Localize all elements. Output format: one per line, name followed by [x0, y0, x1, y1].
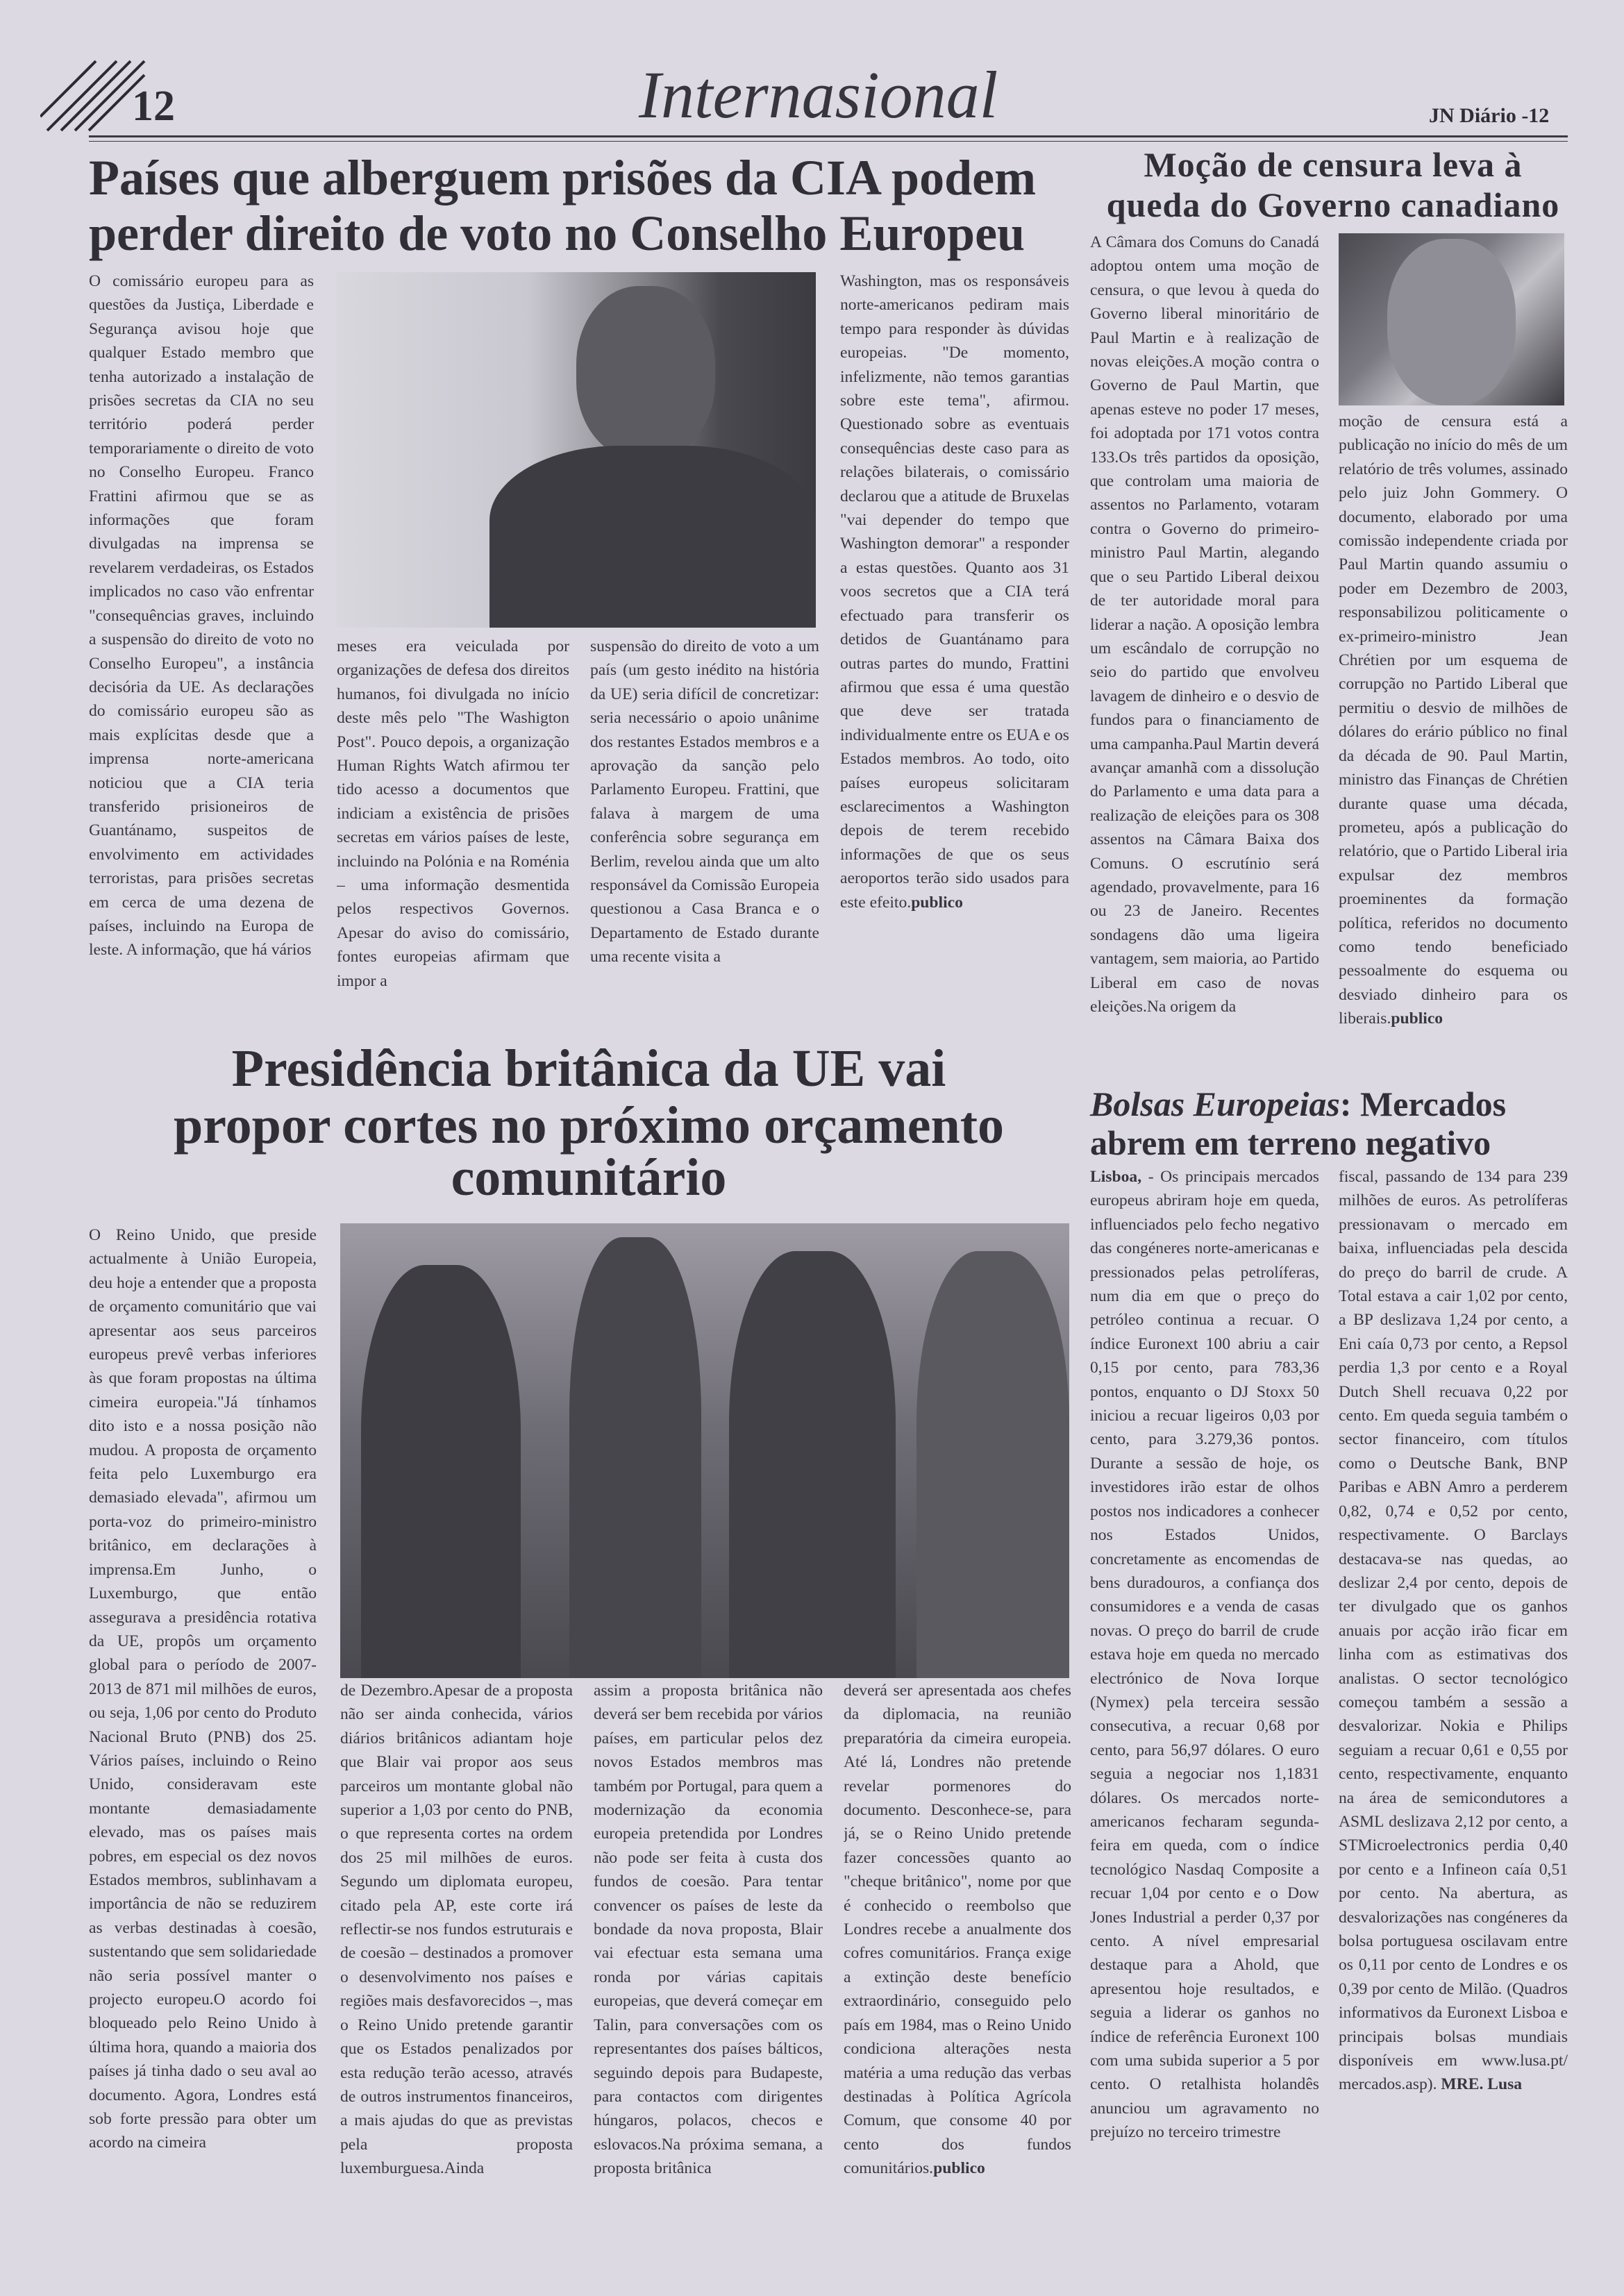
photo-figure: [916, 1251, 1069, 1678]
article-title-line: perder direito de voto no Conselho Europeu: [89, 206, 1026, 261]
article-body: moção de censura está a publicação no início do mês de um relatório de três volumes, assinado pelo juiz John Gommery. O documento, elaborado por uma comissão independente criada por Paul Martin quando assumiu o poder em Dezembro de 2003, responsabilizou politicamente o ex-primeiro-ministro Jean Chrétien por um esquema de corrupção no Partido Liberal que permitiu o desvio de milhões de dólares do erário público no final da década de 90. Paul Martin, ministro das Finanças de Chrétien durante quase uma década, prometeu, após a publicação do relatório, que o Partido Liberal iria expulsar dez membros proeminentes da formação política, referidos no documento como tendo beneficiado pessoalmente do esquema ou desviado dinheiro para os liberais.: [1339, 412, 1568, 1028]
article-body: assim a proposta britânica não deverá ser bem recebida por vários países, em particular pelos dez novos Estados membros mas também por Portugal, para quem a modernização da economia europeia pretendida por Londres não pode ser feita à custa dos fundos de coesão. Para tentar convencer os países de leste da bondade da nova proposta, Blair vai efectuar esta semana uma ronda por várias capitais europeias, que deverá começar em Talin, para conversações com os representantes dos países bálticos, seguindo depois para Budapeste, para contactos com dirigentes húngaros, polacos, checos e eslovacos.Na próxima semana, a proposta britânica: [594, 1682, 823, 2178]
article-title-line: propor cortes no próximo orçamento: [173, 1096, 1005, 1155]
article-title-rest: : Mercados: [1339, 1084, 1507, 1123]
article-column: [1090, 1165, 1319, 2222]
article-body: deverá ser apresentada aos chefes da diplomacia, na reunião preparatória da cimeira europeia. Até lá, Londres não pretende revelar pormenores do documento. Desconhece-se, para já, se o Reino Unido pretende fazer concessões quanto ao "cheque britânico", nome por que é conhecido o reembolso que Londres recebe a anualmente dos cofres comunitários. França exige a extinção deste benefício extraordinário, conseguido pelo país em 1984, mas o Reino Unido condiciona alterações nesta matéria a uma redução das verbas destinadas à Política Agrícola Comum, que consome 40 por cento dos fundos comunitários.: [844, 1682, 1071, 2178]
article-title-line: queda do Governo canadiano: [1106, 185, 1560, 224]
article-title: [1090, 144, 1576, 225]
article-body: Washington, mas os responsáveis norte-americanos pediram mais tempo para responder às dúvidas europeias. "De momento, infelizmente, não temos garantias sobre este tema", afirmou. Questionado sobre as eventuais consequências deste caso para as relações bilaterais, o comissário declarou que a atitude de Bruxelas "vai depender do tempo que Washington demorar" a responder a estas questões. Quanto aos 31 voos secretos que a CIA terá efectuado para transferir os detidos de Guantánamo para outras partes do mundo, Frattini afirmou que essa é uma questão que deve ser tratada individualmente entre os EUA e os Estados membros. Ao todo, oito países europeus solicitaram esclarecimentos a Washington depois de terem recebido informações de que os seus aeroportos terão sido usados para este efeito.: [840, 272, 1069, 912]
article-title-italic: Bolsas Europeias: [1090, 1084, 1340, 1123]
photo-figure-body: [489, 446, 816, 628]
photo-paul-martin: [1339, 233, 1564, 405]
paper-name: JN Diário -12: [1429, 104, 1550, 127]
article-body: suspensão do direito de voto a um país (um gesto inédito na história da UE) seria difícil de concretizar: seria necessário o apoio unânime dos restantes Estados membros e a aprovação da sanção pelo Parlamento Europeu. Frattini, que falava à margem de uma conferência sobre segurança em Berlim, revelou ainda que um alto responsável da Comissão Europeia questionou a Casa Branca e o Departamento de Estado durante uma recente visita a: [590, 637, 819, 966]
article-title-line: comunitário: [451, 1148, 727, 1207]
article-column: [1339, 410, 1568, 1084]
article-column: [594, 1679, 823, 2222]
photo-frattini: [337, 272, 816, 628]
article-column: [89, 269, 314, 1039]
article-body: - Os principais mercados europeus abriram hoje em queda, influenciados pelo fecho negativo das congéneres norte-americanas e pressionados pelas petrolíferas, num dia em que o preço do petróleo continua a recuar. O índice Euronext 100 abriu a cair 0,15 por cento, para 783,36 pontos, enquanto o DJ Stoxx 50 iniciou a recuar ligeiros 0,03 por cento, para 3.279,36 pontos. Durante a sessão de hoje, os investidores irão estar de olhos postos nos indicadores a conhecer nos Estados Unidos, concretamente as encomendas de bens duradouros, a confiança dos consumidores e a venda de casas novas. O preço do barril de crude estava hoje em queda no mercado electrónico de Nova Iorque (Nymex) pela terceira sessão consecutiva, a recuar 0,68 por cento, para 56,97 dólares. O euro seguia a negociar nos 1,1831 dólares. Os mercados norte-americanos fecharam segunda-feira em queda, com o índice tecnológico Nasdaq Composite a recuar 1,04 por cento e o Dow Jones Industrial a perder 0,37 por cento. A nível empresarial destaque para a Ahold, que apresentou hoje resultados, e seguia a liderar os ganhos no índice de referência Euronext 100 com uma subida superior a 5 por cento. O retalhista holandês anunciou um agravamento no prejuízo no terceiro trimestre: [1090, 1168, 1319, 2142]
article-column: [89, 1223, 317, 2222]
article-column: [840, 269, 1069, 1039]
article-column: [844, 1679, 1071, 2222]
section-title: Internasional: [639, 58, 998, 132]
photo-figure-head: [1387, 239, 1516, 405]
header-rule-thin: [89, 141, 1568, 142]
article-source: publico: [911, 893, 963, 912]
article-title: [89, 150, 1082, 261]
article-dateline: Lisboa,: [1090, 1168, 1142, 1186]
article-title-line: Moção de censura leva à: [1144, 145, 1523, 184]
article-body: de Dezembro.Apesar de a proposta não ser ainda conhecida, vários diários britânicos adiantam hoje que Blair vai propor aos seus parceiros um montante global não superior a 1,03 por cento do PNB, o que representa cortes na ordem dos 25 mil milhões de euros. Segundo um diplomata europeu, citado pela AP, este corte irá reflectir-se nos fundos estruturais e de coesão – destinados a promover o desenvolvimento nos países e regiões mais desfavorecidos –, mas o Reino Unido pretende garantir que os Estados penalizados por esta redução terão acesso, através de outros instrumentos financeiros, a mais ajudas do que as previstas pela proposta luxemburguesa.Ainda: [340, 1682, 573, 2178]
page-number: 12: [132, 83, 175, 130]
article-title: [89, 1039, 1089, 1207]
photo-figure-head: [576, 286, 715, 460]
article-title-line: abrem em terreno negativo: [1090, 1123, 1491, 1162]
photo-figure: [361, 1265, 521, 1678]
photo-eu-leaders: [340, 1223, 1069, 1678]
article-column: [340, 1679, 573, 2222]
article-body: O comissário europeu para as questões da Justiça, Liberdade e Segurança avisou hoje que qualquer Estado membro que tenha autorizado a instalação de prisões secretas da CIA no seu território poderá perder temporariamente o direito de voto no Conselho Europeu. Franco Frattini afirmou que se as informações que foram divulgadas na imprensa se revelarem verdadeiras, os Estados implicados no caso vão enfrentar "consequências graves, incluindo a suspensão do direito de voto no Conselho Europeu", a instância decisória da UE. As declarações do comissário europeu são as mais explícitas desde que a imprensa norte-americana noticiou que a CIA teria transferido prisioneiros de Guantánamo, suspeitos de envolvimento em actividades terroristas, para prisões secretas em cerca de uma dezena de países, incluindo na Europa de leste. A informação, que há vários: [89, 272, 314, 960]
article-title: [1090, 1084, 1576, 1162]
article-source: publico: [933, 2159, 985, 2178]
article-body: A Câmara dos Comuns do Canadá adoptou ontem uma moção de censura, o que levou à queda do Governo liberal minoritário de Paul Martin e à realização de novas eleições.A moção contra o Governo de Paul Martin, que apenas esteve no poder 17 meses, foi adoptada por 171 votos contra 133.Os três partidos da oposição, que controlam uma maioria de assentos no Parlamento, votaram contra o Governo do primeiro-ministro Paul Martin, alegando que o seu Partido Liberal deixou de ter autoridade moral para liderar a nação. A oposição lembra um escândalo de corrupção no seio do partido que envolveu lavagem de dinheiro e o desvio de fundos para o financiamento de uma campanha.Paul Martin deverá avançar amanhã com a dissolução do Parlamento e uma data para a realização de eleições para os 308 assentos na Câmara Baixa dos Comuns. O escrutínio será agendado, provavelmente, para 16 ou 23 de Janeiro. Recentes sondagens dão uma ligeira vantagem, sem maioria, ao Partido Liberal em caso de novas eleições.Na origem da: [1090, 233, 1319, 1016]
article-body: fiscal, passando de 134 para 239 milhões de euros. As petrolíferas pressionavam o mercado em baixa, influenciadas pela descida do preço do barril de crude. A Total estava a cair 1,02 por cento, a BP deslizava 1,24 por cento, a Eni caía 0,73 por cento, a Repsol perdia 1,3 por cento e a Royal Dutch Shell recuava 0,22 por cento. Em queda seguia também o sector financeiro, com títulos como o Deutsche Bank, BNP Paribas e ABN Amro a perderem 0,82, 0,74 e 0,52 por cento, respectivamente. O Barclays destacava-se nas quedas, ao deslizar 2,4 por cento, depois de ter divulgado que os ganhos anuais por acção irão ficar em linha com as estimativas dos analistas. O sector tecnológico começou também a sessão a desvalorizar. Nokia e Philips seguiam a recuar 0,61 e 0,55 por cento, respectivamente, enquanto na área de semicondutores a ASML deslizava 2,12 por cento, a STMicroelectronics perdia 0,40 por cento e a Infineon caía 0,51 por cento. Na abertura, as desvalorizações nas congéneres da bolsa portuguesa oscilavam entre os 0,11 por cento de Londres e os 0,39 por cento de Milão. (Quadros informativos da Euronext Lisboa e principais bolsas mundiais disponíveis em www.lusa.pt/ mercados.asp).: [1339, 1168, 1568, 2094]
article-column: [1090, 231, 1319, 1084]
article-title-line: Países que alberguem prisões da CIA podem: [89, 150, 1037, 206]
article-source: publico: [1391, 1009, 1443, 1028]
article-column: [1339, 1165, 1568, 2222]
header-rule: [89, 135, 1568, 137]
article-column: [337, 635, 569, 1039]
article-body: O Reino Unido, que preside actualmente à União Europeia, deu hoje a entender que a proposta de orçamento comunitário que vai apresentar aos seus parceiros europeus prevê verbas inferiores às que foram propostas na última cimeira europeia."Já tínhamos dito isto e a nossa posição não mudou. A proposta de orçamento feita pelo Luxemburgo era demasiado elevada", afirmou um porta-voz do primeiro-ministro britânico, em declarações à imprensa.Em Junho, o Luxemburgo, que então assegurava a presidência rotativa da UE, propôs um orçamento global para o período de 2007-2013 de 871 mil milhões de euros, ou seja, 1,06 por cento do Produto Nacional Bruto (PNB) dos 25. Vários países, incluindo o Reino Unido, consideravam este montante demasiadamente elevado, mas os países mais pobres, em especial os dez novos Estados membros, sublinhavam a importância de não se reduzirem as verbas destinadas à coesão, sustentando que sem solidariedade não seria possível manter o projecto europeu.O acordo foi bloqueado pelo Reino Unido à última hora, quando a maioria dos países já tinha dado o seu aval ao documento. Agora, Londres está sob forte pressão para obter um acordo na cimeira: [89, 1226, 317, 2152]
photo-figure: [729, 1251, 896, 1678]
article-title-line: Presidência britânica da UE vai: [231, 1039, 946, 1098]
photo-figure: [569, 1237, 701, 1678]
article-source: MRE. Lusa: [1441, 2075, 1523, 2094]
article-title-line: [1090, 1084, 1576, 1123]
article-body: meses era veiculada por organizações de defesa dos direitos humanos, foi divulgada no início deste mês pelo "The Washigton Post". Pouco depois, a organização Human Rights Watch afirmou ter tido acesso a documentos que indiciam a existência de prisões secretas em vários países de leste, incluindo na Polónia e na Roménia – uma informação desmentida pelos respectivos Governos. Apesar do aviso do comissário, fontes europeias afirmam que impor a: [337, 637, 569, 990]
article-column: [590, 635, 819, 1039]
